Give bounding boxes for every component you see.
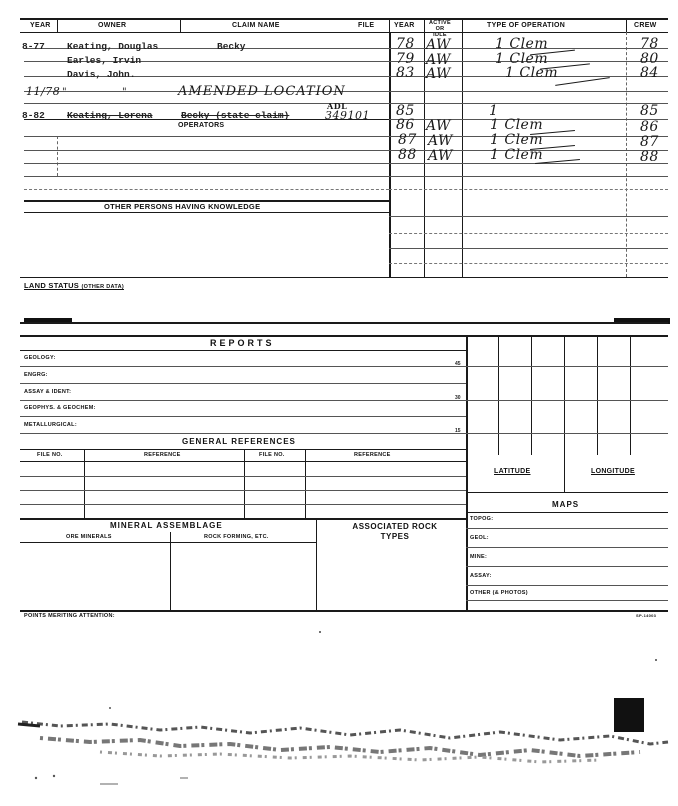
op-status-5: AW: [426, 118, 451, 134]
general-references-title: GENERAL REFERENCES: [182, 437, 296, 446]
mineral-assemblage-title: MINERAL ASSEMBLAGE: [110, 521, 223, 530]
op-crew-7: 88: [640, 149, 659, 165]
header-bottom-rule: [20, 32, 668, 33]
op-status-2: AW: [426, 52, 451, 68]
top-border: [20, 18, 668, 20]
owner-year-1: 8-77: [22, 41, 45, 52]
op-year-4: 85: [396, 103, 415, 119]
amended-year: 11/78: [26, 85, 61, 98]
owner-name-1982: Keating, Lorena: [67, 110, 153, 121]
report-mark-30: 30: [455, 395, 461, 401]
op-year-5: 86: [396, 117, 415, 133]
ore-minerals-label: ORE MINERALS: [66, 534, 112, 540]
map-geol: GEOL:: [470, 535, 489, 541]
report-engrg: ENGRG:: [24, 372, 48, 378]
op-status-1: AW: [426, 37, 451, 53]
header-type-of-operation: TYPE OF OPERATION: [487, 22, 566, 29]
ref-col-file-no-2: FILE NO.: [259, 452, 285, 458]
adl-number: 349101: [325, 109, 370, 122]
header-file: FILE: [358, 22, 375, 29]
claim-name-1982: Becky (state claim): [181, 110, 290, 121]
amended-ditto-2: ": [122, 87, 128, 98]
header-owner: OWNER: [98, 22, 127, 29]
header-crew: CREW: [634, 22, 657, 29]
rock-forming-label: ROCK FORMING, ETC.: [204, 534, 269, 540]
map-other-photos: OTHER (& PHOTOS): [470, 590, 528, 596]
owner-year-1982: 8-82: [22, 110, 45, 121]
op-year-2: 79: [396, 51, 415, 67]
reports-right-divider: [466, 335, 468, 611]
op-crew-4: 85: [640, 103, 659, 119]
op-crew-1: 78: [640, 36, 659, 52]
report-assay: ASSAY & IDENT:: [24, 389, 72, 395]
header-year-2: YEAR: [394, 22, 415, 29]
amended-location: AMENDED LOCATION: [178, 84, 346, 99]
header-claim-name: CLAIM NAME: [232, 22, 280, 29]
reports-title: REPORTS: [210, 338, 275, 348]
land-status-label: LAND STATUS (OTHER DATA): [24, 281, 124, 290]
op-year-7: 88: [398, 147, 417, 163]
ref-col-file-no-1: FILE NO.: [37, 452, 63, 458]
longitude-label: LONGITUDE: [591, 468, 635, 475]
maps-title: MAPS: [552, 500, 580, 509]
claim-name-1: Becky: [217, 41, 246, 52]
report-geophys: GEOPHYS. & GEOCHEM:: [24, 405, 96, 411]
file-column-divider: [389, 32, 391, 277]
op-crew-2: 80: [640, 51, 659, 67]
report-mark-45: 45: [455, 361, 461, 367]
report-mark-15: 15: [455, 428, 461, 434]
op-type-2: 1 Clem: [495, 51, 549, 67]
adl-label: ADL: [327, 101, 348, 111]
op-year-6: 87: [398, 132, 417, 148]
header-active-or-idle: ACTIVE OR IDLE: [429, 20, 451, 38]
report-geology: GEOLOGY:: [24, 355, 56, 361]
ref-col-reference-1: REFERENCE: [144, 452, 181, 458]
operators-label: OPERATORS: [178, 122, 225, 129]
op-type-5: 1 Clem: [490, 117, 544, 133]
report-metallurgical: METALLURGICAL:: [24, 422, 77, 428]
op-type-6: 1 Clem: [490, 132, 544, 148]
other-persons-label: OTHER PERSONS HAVING KNOWLEDGE: [104, 202, 261, 211]
op-year-3: 83: [396, 65, 415, 81]
op-year-1: 78: [396, 36, 415, 52]
amended-ditto-1: ": [62, 87, 68, 98]
owner-name-2: Earles, Irvin: [67, 55, 142, 66]
map-mine: MINE:: [470, 554, 488, 560]
op-crew-5: 86: [640, 119, 659, 135]
op-crew-6: 87: [640, 134, 659, 150]
op-status-7: AW: [428, 148, 453, 164]
op-type-7: 1 Clem: [490, 147, 544, 163]
op-status-3: AW: [426, 66, 451, 82]
op-crew-3: 84: [640, 65, 659, 81]
map-assay: ASSAY:: [470, 573, 492, 579]
header-year: YEAR: [30, 22, 51, 29]
points-meriting-attention-label: POINTS MERITING ATTENTION:: [24, 613, 115, 619]
associated-rock-types-label: ASSOCIATED ROCK TYPES: [352, 522, 438, 541]
op-type-1: 1 Clem: [495, 36, 549, 52]
map-topog: TOPOG:: [470, 516, 494, 522]
owner-name-3: Davis, John.: [67, 69, 136, 80]
op-type-4: 1: [489, 103, 499, 119]
ref-col-reference-2: REFERENCE: [354, 452, 391, 458]
latitude-label: LATITUDE: [494, 468, 531, 475]
op-type-3: 1 Clem: [505, 65, 559, 81]
op-status-6: AW: [428, 133, 453, 149]
owner-name-1: Keating, Douglas: [67, 41, 159, 52]
form-number: SP-14003: [636, 613, 657, 618]
